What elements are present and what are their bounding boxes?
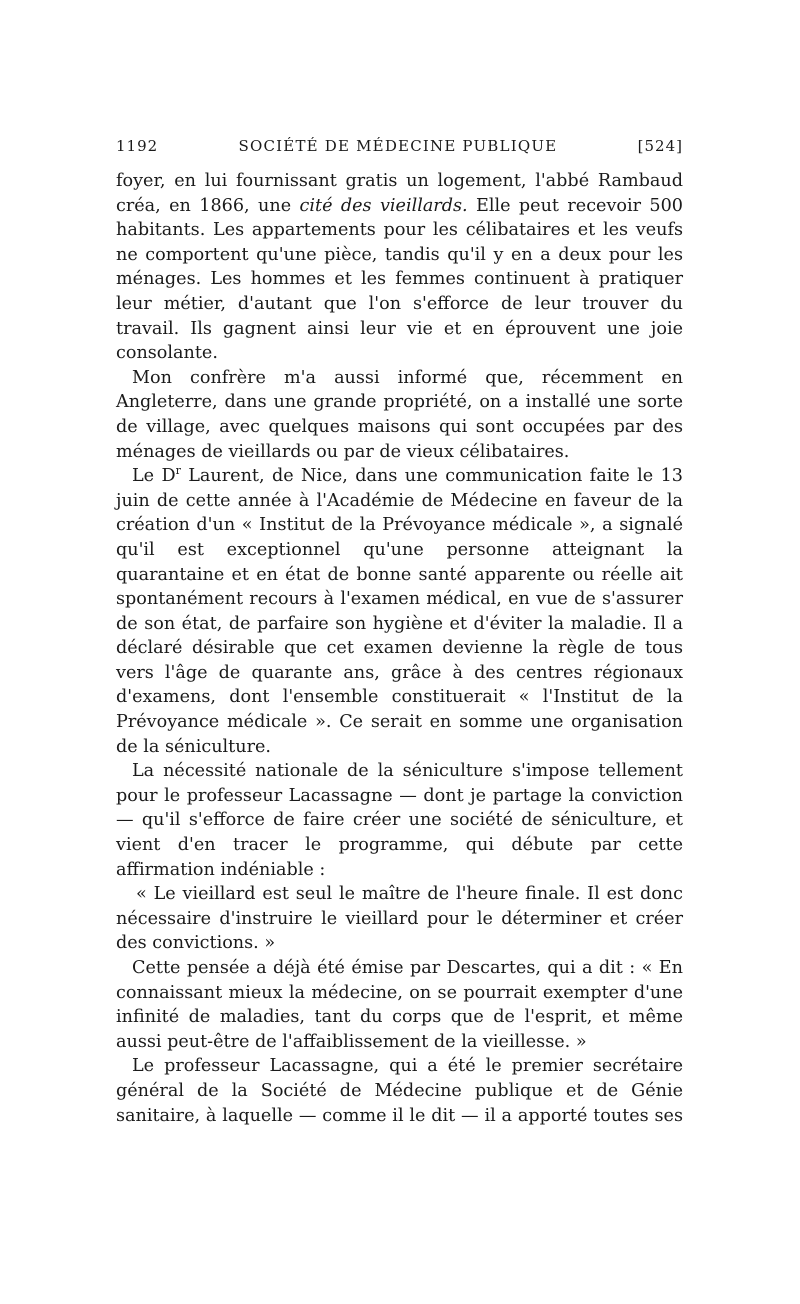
paragraph-1: [116, 169, 683, 366]
paragraph-3-text-a: Le D: [132, 466, 176, 487]
paragraph-1-text-a: foyer, en lui fournissant gratis un logement, l'abbé Rambaud créa, en 1866, une: [116, 171, 683, 216]
running-title: SOCIÉTÉ DE MÉDECINE PUBLIQUE: [238, 137, 558, 155]
running-head: [116, 137, 683, 155]
paragraph-6: Cette pensée a déjà été émise par Descartes, qui a dit : « En connaissant mieux la médecine, on se pourrait exempter d'une infinité de maladies, tant du corps que de l'esprit, et même aussi peut-être de l'affaiblissement de la vieillesse. »: [116, 958, 683, 1052]
body-text: [116, 169, 683, 1128]
paragraph-4: La nécessité nationale de la séniculture s'impose tellement pour le professeur Lacassagne — dont je partage la conviction — qu'il s'efforce de faire créer une société de séniculture, et vient d'en tracer le programme, qui débute par cette affirmation indéniable :: [116, 761, 683, 880]
paragraph-1-italic: cité des vieillards.: [299, 195, 468, 216]
bracket-number: [524]: [637, 137, 683, 155]
paragraph-1-text-c: Elle peut recevoir 500 habitants. Les appartements pour les célibataires et les veufs ne comportent qu'une pièce, tandis qu'il y en a deux pour les ménages. Les hommes et les femmes continuent à pratiquer leur métier, d'autant que l'on s'efforce de leur trouver du travail. Ils gagnent ainsi leur vie et en éprouvent une joie consolante.: [116, 195, 683, 364]
paragraph-3: [116, 464, 683, 759]
paragraph-2: Mon confrère m'a aussi informé que, récemment en Angleterre, dans une grande propriété, on a installé une sorte de village, avec quelques maisons qui sont occupées par des ménages de vieillards ou par de vieux célibataires.: [116, 367, 683, 462]
book-page: [116, 137, 683, 1128]
paragraph-3-superscript: r: [175, 464, 181, 478]
paragraph-7: Le professeur Lacassagne, qui a été le premier secrétaire général de la Société de Médecine publique et de Génie sanitaire, à laquelle — comme il le dit — il a apporté toutes ses: [116, 1056, 683, 1126]
paragraph-5-quotation: « Le vieillard est seul le maître de l'heure finale. Il est donc nécessaire d'instruire le vieillard pour le déterminer et créer des convictions. »: [116, 884, 683, 954]
paragraph-3-text-b: Laurent, de Nice, dans une communication faite le 13 juin de cette année à l'Académie de Médecine en faveur de la création d'un « Institut de la Prévoyance médicale », a signalé qu'il est exceptionnel qu'une personne atteignant la quarantaine et en état de bonne santé apparente ou réelle ait spontanément recours à l'examen médical, en vue de s'assurer de son état, de parfaire son hygiène et d'éviter la maladie. Il a déclaré désirable que cet examen devienne la règle de tous vers l'âge de quarante ans, grâce à des centres régionaux d'examens, dont l'ensemble constituerait « l'Institut de la Prévoyance médicale ». Ce serait en somme une organisation de la séniculture.: [116, 466, 683, 757]
page-number: 1192: [116, 137, 159, 155]
